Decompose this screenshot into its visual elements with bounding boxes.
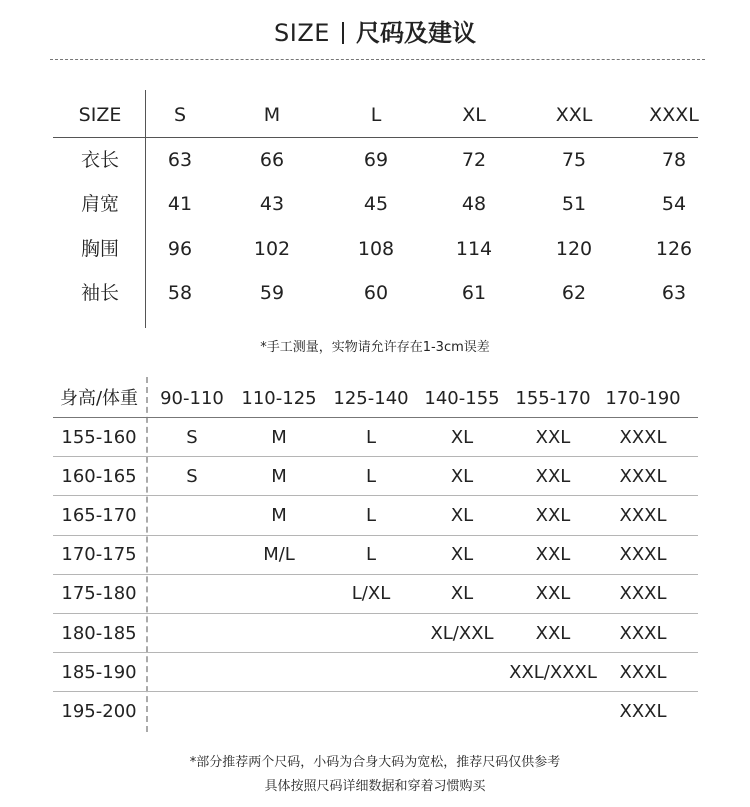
recommended-size: L — [365, 544, 377, 565]
measure-value: 51 — [561, 193, 587, 215]
row-divider — [53, 613, 698, 614]
recommended-size: XXL — [535, 505, 571, 526]
measure-value: 69 — [363, 149, 389, 171]
weight-column-header: 90-110 — [160, 388, 224, 409]
recommended-size: M — [271, 466, 287, 487]
measure-value: 43 — [259, 193, 285, 215]
size-table — [0, 0, 750, 330]
measure-row-label: 肩宽 — [80, 193, 119, 215]
recommended-size: S — [186, 427, 198, 448]
recommended-size: XXXL — [619, 701, 667, 722]
measure-value: 108 — [357, 238, 395, 260]
measure-value: 63 — [661, 282, 687, 304]
height-row-label: 170-175 — [61, 544, 137, 565]
height-weight-label: 身高/体重 — [59, 388, 139, 409]
row-divider — [53, 417, 698, 418]
row-divider — [53, 652, 698, 653]
height-row-label: 175-180 — [61, 583, 137, 604]
measure-value: 41 — [167, 193, 193, 215]
title-chinese: 尺码及建议 — [355, 19, 476, 47]
recommended-size: L — [365, 427, 377, 448]
recommended-size: L/XL — [351, 583, 391, 604]
recommended-size: XXL — [535, 427, 571, 448]
size-column-header: L — [370, 104, 382, 126]
size-column-header: M — [263, 104, 281, 126]
measure-row-label: 衣长 — [80, 149, 119, 171]
recommendation-note-line2: 具体按照尺码详细数据和穿着习惯购买 — [264, 779, 486, 794]
row-divider — [53, 574, 698, 575]
measure-value: 58 — [167, 282, 193, 304]
recommended-size: XL — [450, 466, 474, 487]
recommended-size: M — [271, 505, 287, 526]
measure-value: 66 — [259, 149, 285, 171]
recommendation-note-line1: *部分推荐两个尺码，小码为合身大码为宽松，推荐尺码仅供参考 — [189, 755, 561, 770]
size-table-header-rule — [53, 137, 698, 138]
height-row-label: 180-185 — [61, 623, 137, 644]
measure-value: 60 — [363, 282, 389, 304]
recommended-size: XXXL — [619, 544, 667, 565]
recommended-size: XXXL — [619, 623, 667, 644]
recommended-size: XL/XXL — [430, 623, 494, 644]
recommended-size: XXL — [535, 466, 571, 487]
recommended-size: XXXL — [619, 505, 667, 526]
measure-value: 96 — [167, 238, 193, 260]
recommended-size: XXL — [535, 544, 571, 565]
recommended-size: XL — [450, 505, 474, 526]
height-row-label: 160-165 — [61, 466, 137, 487]
recommended-size: M — [271, 427, 287, 448]
measure-value: 62 — [561, 282, 587, 304]
row-divider — [53, 495, 698, 496]
recommended-size: XXL/XXXL — [509, 662, 597, 683]
measure-value: 59 — [259, 282, 285, 304]
size-column-header: S — [173, 104, 187, 126]
weight-column-header: 125-140 — [333, 388, 409, 409]
recommended-size: S — [186, 466, 198, 487]
measure-value: 120 — [555, 238, 593, 260]
recommended-size: M/L — [263, 544, 295, 565]
measure-value: 126 — [655, 238, 693, 260]
height-row-label: 185-190 — [61, 662, 137, 683]
measure-value: 54 — [661, 193, 687, 215]
size-column-header: XXXL — [649, 104, 699, 126]
height-row-label: 155-160 — [61, 427, 137, 448]
measure-value: 61 — [461, 282, 487, 304]
size-column-header: XXL — [555, 104, 593, 126]
measure-row-label: 袖长 — [80, 282, 119, 304]
recommended-size: XL — [450, 427, 474, 448]
recommended-size: L — [365, 505, 377, 526]
row-divider — [53, 691, 698, 692]
size-table-head-label: SIZE — [78, 104, 122, 126]
measure-value: 114 — [455, 238, 493, 260]
recommended-size: XXL — [535, 623, 571, 644]
height-row-label: 195-200 — [61, 701, 137, 722]
recommended-size: XXXL — [619, 662, 667, 683]
recommended-size: XXXL — [619, 466, 667, 487]
size-column-header: XL — [462, 104, 486, 126]
row-divider — [53, 456, 698, 457]
measure-value: 45 — [363, 193, 389, 215]
weight-column-header: 155-170 — [515, 388, 591, 409]
title-english: SIZE — [274, 19, 330, 47]
measure-value: 78 — [661, 149, 687, 171]
weight-column-header: 110-125 — [241, 388, 317, 409]
measure-value: 72 — [461, 149, 487, 171]
recommended-size: XL — [450, 583, 474, 604]
measure-value: 102 — [253, 238, 291, 260]
recommended-size: XL — [450, 544, 474, 565]
weight-column-header: 140-155 — [424, 388, 500, 409]
recommended-size: XXXL — [619, 583, 667, 604]
recommended-size: XXXL — [619, 427, 667, 448]
height-row-label: 165-170 — [61, 505, 137, 526]
measurement-note: *手工测量，实物请允许存在1-3cm误差 — [260, 340, 490, 355]
recommended-size: L — [365, 466, 377, 487]
row-divider — [53, 535, 698, 536]
weight-column-header: 170-190 — [605, 388, 681, 409]
recommended-size: XXL — [535, 583, 571, 604]
measure-value: 75 — [561, 149, 587, 171]
measure-row-label: 胸围 — [80, 238, 119, 260]
measure-value: 63 — [167, 149, 193, 171]
measure-value: 48 — [461, 193, 487, 215]
